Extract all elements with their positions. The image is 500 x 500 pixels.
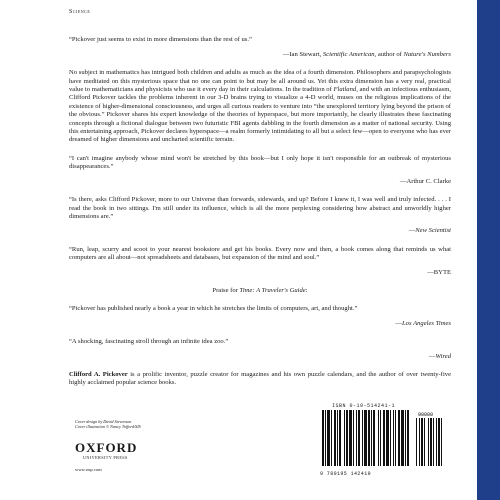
quote-stewart-attribution: —Ian Stewart, Scientific American, author of Nature's Numbers bbox=[282, 50, 451, 58]
barcode-digits: 9 780195 142419 bbox=[320, 471, 372, 477]
barcode-bar bbox=[401, 410, 404, 466]
price-addon-bar bbox=[436, 418, 437, 466]
isbn-label: ISBN 0-19-514241-1 bbox=[332, 403, 396, 409]
quote-clarke-attribution: —Arthur C. Clarke bbox=[399, 177, 451, 185]
barcode-bar bbox=[386, 410, 389, 466]
price-addon-bar bbox=[438, 418, 440, 466]
barcode-bar bbox=[395, 410, 396, 466]
cover-illustration-credit: Cover illustration © Nancy Tofford/SIS bbox=[75, 424, 141, 430]
barcode-bar bbox=[322, 410, 324, 466]
barcode-bar bbox=[346, 410, 348, 466]
quote-la-times: “Pickover has published nearly a book a year in which he stretches the limits of computers, art, and thought.” bbox=[69, 305, 358, 313]
price-addon-bar bbox=[424, 418, 425, 466]
barcode-bar bbox=[407, 410, 409, 466]
publisher-logo: OXFORD bbox=[75, 440, 138, 455]
barcode-bar bbox=[334, 410, 336, 466]
quote-clarke: “I can't imagine anybody whose mind won't be stretched by this book—but I only hope it isn't responsible for an outbreak of mysterious disappearances.” bbox=[69, 154, 451, 171]
quote-la-times-attribution: —Los Angeles Times bbox=[395, 319, 451, 327]
quote-wired-attribution: —Wired bbox=[428, 352, 451, 360]
barcode-bar bbox=[390, 410, 391, 466]
barcode-bar bbox=[398, 410, 400, 466]
barcode-bar bbox=[353, 410, 354, 466]
barcode-icon bbox=[320, 410, 452, 470]
cover-text bbox=[69, 8, 451, 394]
isbn-barcode-block bbox=[320, 403, 460, 477]
price-addon-bar bbox=[421, 418, 423, 466]
barcode-bar bbox=[380, 410, 381, 466]
cover-credits bbox=[75, 419, 141, 430]
quote-byte-attribution: —BYTE bbox=[427, 268, 451, 276]
quote-new-scientist: “Is there, asks Clifford Pickover, more to our Universe than forwards, sidewards, and up? Before I knew it, I was well and truly infected. . . . I read the book in two sittings. I'm still under its influence, which is all the more perplexing considering how abstract and unworldly higher dimensions are.” bbox=[69, 196, 451, 220]
barcode-bar bbox=[337, 410, 338, 466]
barcode-bar bbox=[368, 410, 370, 466]
price-addon-bar bbox=[419, 418, 420, 466]
quote-new-scientist-attribution: —New Scientist bbox=[408, 227, 451, 235]
quote-stewart: “Pickover just seems to exist in more dimensions than the rest of us.” bbox=[69, 36, 252, 44]
price-addon-bar bbox=[441, 418, 442, 466]
barcode-bar bbox=[358, 410, 360, 466]
barcode-bar bbox=[356, 410, 357, 466]
price-code: 90000 bbox=[418, 412, 434, 418]
barcode-bar bbox=[373, 410, 375, 466]
barcode-bar bbox=[362, 410, 363, 466]
quote-byte: “Run, leap, scurry and scoot to your nearest bookstore and get his books. Every now and then, a book comes along that reminds us what computers are all about—not spreadsheets and databases, but expansion of the mind and soul.” bbox=[69, 245, 451, 262]
barcode-bar bbox=[339, 410, 341, 466]
publisher-url: www.oup.com bbox=[75, 467, 102, 472]
price-addon-bar bbox=[428, 418, 429, 466]
barcode-bar bbox=[331, 410, 332, 466]
barcode-bar bbox=[371, 410, 372, 466]
category-label: Science bbox=[69, 9, 91, 15]
author-bio: Clifford A. Pickover is a prolific inventor, puzzle creator for magazines and his own puzzle calendars, and the author of over twenty-five highly acclaimed popular science books. bbox=[69, 370, 452, 387]
barcode-bar bbox=[325, 410, 326, 466]
publisher-subtitle: UNIVERSITY PRESS bbox=[83, 455, 128, 460]
barcode-bar bbox=[327, 410, 330, 466]
barcode-bar bbox=[405, 410, 406, 466]
barcode-bar bbox=[349, 410, 352, 466]
main-description: No subject in mathematics has intrigued both children and adults as much as the idea of a fourth dimension. Philosophers and parapsychologists have meditated on this mysterious space that no one can point to but may be all around us. Yet this extra dimension has a very real, practical value to mathematicians and physicists who use it every day in their calculations. In the tradition of Flatland, and with an infectious enthusiasm, Clifford Pickover tackles the problems inherent in our 3-D brains trying to visualize a 4-D world, muses on the religious implications of the existence of higher-dimensional consciousness, and urges all curious readers to venture into “the unexplored territory lying beyond the prison of the obvious.” Pickover shares his expert knowledge of the theories of hyperspace, but more importantly, he clearly illustrates these fascinating concepts through a fictional dialogue between two futuristic FBI agents dabbling in the fourth dimension as a matter of national security. Using this entertaining approach, Pickover declares hyperspace—a realm formerly intimidating to all but a select few—open to everyone who has ever dreamed of higher dimensions and uncharted scientific terrain. bbox=[69, 69, 451, 144]
barcode-bar bbox=[344, 410, 345, 466]
barcode-bar bbox=[364, 410, 367, 466]
barcode-bar bbox=[383, 410, 385, 466]
quote-wired: “A shocking, fascinating stroll through an infinite idea zoo.” bbox=[69, 338, 229, 346]
cover-design-credit: Cover design by David Stevenson bbox=[75, 419, 132, 424]
spine-edge bbox=[477, 0, 500, 500]
price-addon-bar bbox=[416, 418, 417, 466]
barcode-bar bbox=[378, 410, 379, 466]
praise-heading: Praise for Time: A Traveler's Guide: bbox=[212, 286, 308, 294]
price-addon-bar bbox=[430, 418, 432, 466]
price-addon-bar bbox=[433, 418, 434, 466]
barcode-bar bbox=[393, 410, 394, 466]
